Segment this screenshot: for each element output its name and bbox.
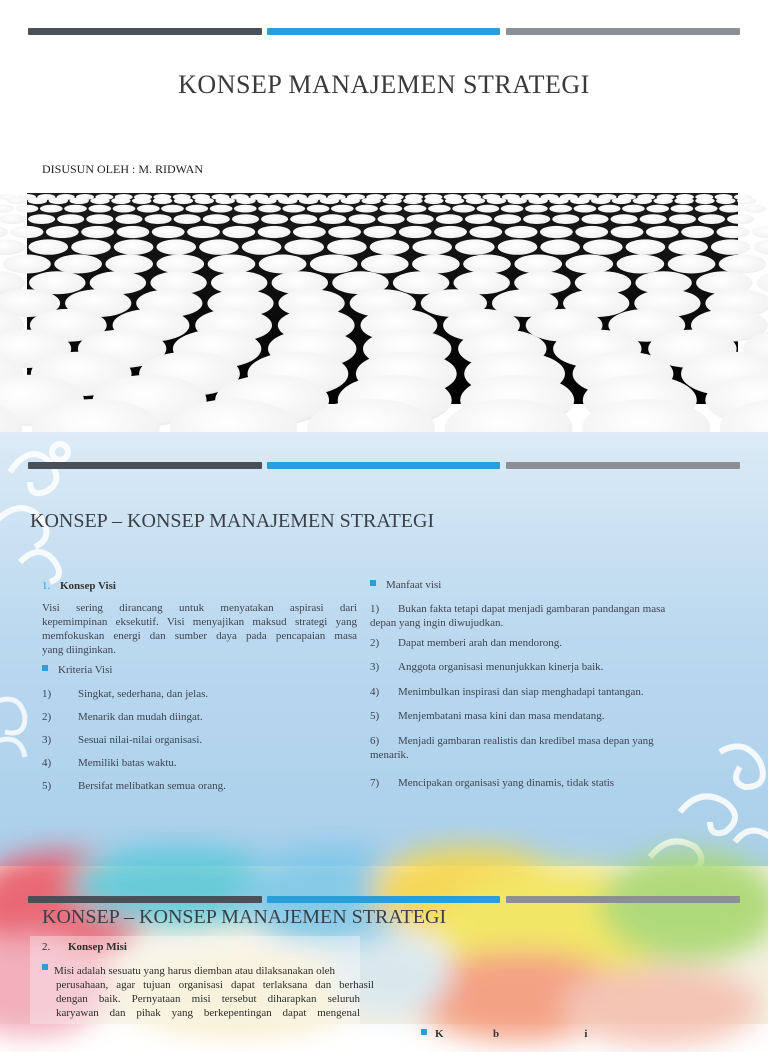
disc — [646, 226, 679, 238]
disc — [412, 239, 452, 254]
list-item — [370, 660, 603, 674]
disc — [349, 214, 376, 224]
disc — [540, 239, 580, 254]
bullet-kriteria — [42, 663, 112, 677]
disc — [361, 255, 409, 274]
heading-number: 2. — [42, 941, 51, 953]
disc — [591, 198, 610, 205]
disc — [310, 255, 358, 274]
disc — [622, 205, 645, 213]
bullet-text: Manfaat visi — [386, 579, 442, 591]
disc — [674, 198, 693, 205]
disc — [525, 205, 548, 213]
disc — [452, 205, 475, 213]
disc — [203, 214, 230, 224]
disc — [174, 198, 193, 205]
disc — [195, 198, 214, 205]
disc — [0, 226, 8, 238]
disc — [716, 198, 735, 205]
slide-3 — [0, 866, 768, 1040]
disc — [290, 214, 317, 224]
disc — [232, 214, 259, 224]
disc — [611, 226, 644, 238]
disc — [646, 205, 669, 213]
disc — [0, 205, 14, 213]
disc — [424, 198, 443, 205]
disc — [81, 226, 114, 238]
disc — [380, 205, 403, 213]
list-number: 4) — [370, 686, 380, 698]
disc — [86, 214, 113, 224]
disc — [258, 226, 291, 238]
disc — [208, 255, 256, 274]
list-item — [42, 756, 177, 770]
disc — [501, 205, 524, 213]
disc — [582, 214, 609, 224]
disc — [412, 255, 460, 274]
disc — [90, 198, 109, 205]
disc — [695, 205, 718, 213]
disc — [640, 214, 667, 224]
disc — [64, 205, 87, 213]
disc — [727, 214, 754, 224]
disc — [187, 226, 220, 238]
disc — [523, 214, 550, 224]
slide-1 — [0, 0, 768, 432]
disc — [113, 205, 136, 213]
list-text: Menimbulkan inspirasi dan siap menghadapi tantangan. — [398, 686, 644, 698]
disc — [186, 205, 209, 213]
disc — [364, 226, 397, 238]
disc — [293, 226, 326, 238]
disc — [307, 205, 330, 213]
disc — [157, 239, 197, 254]
disc — [0, 239, 26, 254]
disc — [370, 239, 410, 254]
disc — [341, 198, 360, 205]
list-number: 2) — [370, 637, 380, 649]
slide-2 — [0, 432, 768, 866]
disc — [89, 205, 112, 213]
disc — [234, 205, 257, 213]
disc — [549, 205, 572, 213]
disc — [319, 214, 346, 224]
list-number: 3) — [42, 734, 52, 746]
disc — [236, 198, 255, 205]
list-item-continued: menarik. — [370, 749, 409, 761]
list-text: Bukan fakta tetapi dapat menjadi gambaran pandangan masa — [398, 603, 666, 615]
heading-text: Konsep Visi — [60, 580, 116, 592]
disc — [757, 271, 768, 294]
header-bar-dark — [28, 462, 262, 469]
author-line: DISUSUN OLEH : M. RIDWAN — [42, 162, 203, 176]
disc — [633, 198, 652, 205]
disc — [28, 198, 47, 205]
list-text: Sesuai nilai-nilai organisasi. — [78, 734, 203, 746]
list-number: 4) — [42, 757, 52, 769]
disc — [668, 239, 708, 254]
list-number: 7) — [370, 777, 380, 789]
list-number: 2) — [42, 711, 52, 723]
disc — [668, 255, 716, 274]
disc — [717, 226, 750, 238]
list-item — [370, 776, 614, 790]
disc — [626, 239, 666, 254]
disc — [152, 226, 185, 238]
disc — [436, 214, 463, 224]
disc — [57, 214, 84, 224]
header-bar-blue — [267, 28, 500, 35]
disc — [463, 255, 511, 274]
disc — [399, 226, 432, 238]
disc — [355, 205, 378, 213]
right-column — [370, 578, 720, 808]
disc — [574, 205, 597, 213]
list-item-continued: depan yang ingin diwujudkan. — [370, 617, 504, 629]
disc — [611, 214, 638, 224]
list-item — [370, 685, 644, 699]
header-bar-dark — [28, 28, 262, 35]
list-item — [42, 779, 226, 793]
bullet-manfaat — [370, 578, 441, 592]
fragment-text: K b i — [435, 1028, 588, 1040]
paragraph-line: memfokuskan energi dan sumber daya pada pencapaian masa — [42, 630, 357, 642]
disc — [583, 239, 623, 254]
header-bar-gray — [506, 462, 740, 469]
disc — [445, 198, 464, 205]
heading-number: 1. — [42, 580, 51, 592]
disc — [498, 239, 538, 254]
disc — [7, 198, 26, 205]
header-bar-gray — [506, 896, 740, 903]
disc — [132, 198, 151, 205]
list-text: Menarik dan mudah diingat. — [78, 711, 203, 723]
bullet-square-icon — [370, 580, 376, 586]
list-number: 6) — [370, 735, 380, 747]
header-bar-blue — [267, 896, 500, 903]
disc — [258, 205, 281, 213]
disc — [487, 198, 506, 205]
disc — [199, 239, 239, 254]
disc — [434, 226, 467, 238]
disc — [210, 205, 233, 213]
bullet-square-icon — [42, 665, 48, 671]
list-item — [42, 710, 203, 724]
disc — [654, 198, 673, 205]
disc — [261, 214, 288, 224]
list-number: 5) — [370, 710, 380, 722]
disc — [283, 205, 306, 213]
disc — [695, 198, 714, 205]
section-heading — [42, 579, 116, 593]
heading-text: Konsep Misi — [68, 941, 127, 953]
list-text: Menjadi gambaran realistis dan kredibel masa depan yang — [398, 735, 654, 747]
disc — [157, 255, 205, 274]
list-item — [370, 709, 605, 723]
header-bars — [28, 896, 740, 903]
list-text: Memiliki batas waktu. — [78, 757, 177, 769]
list-text: Singkat, sederhana, dan jelas. — [78, 688, 209, 700]
disc — [494, 214, 521, 224]
disc — [222, 226, 255, 238]
list-number: 1) — [42, 688, 52, 700]
disc — [11, 226, 44, 238]
right-fragment — [410, 1016, 587, 1052]
list-item — [370, 602, 665, 616]
disc — [40, 205, 63, 213]
disc — [327, 239, 367, 254]
header-bar-dark — [28, 896, 262, 903]
disc — [719, 205, 742, 213]
bullet-square-icon — [421, 1029, 427, 1035]
disc — [528, 198, 547, 205]
disc — [284, 239, 324, 254]
disc — [328, 226, 361, 238]
slide-title: KONSEP – KONSEP MANAJEMEN STRATEGI — [30, 510, 435, 532]
disc — [719, 255, 767, 274]
paragraph-line: yang diinginkan. — [42, 644, 116, 656]
disc — [612, 198, 631, 205]
disc — [137, 205, 160, 213]
disc — [0, 214, 26, 224]
disc — [508, 198, 527, 205]
disc — [257, 198, 276, 205]
disc — [242, 239, 282, 254]
disc — [54, 255, 102, 274]
disc — [681, 226, 714, 238]
disc — [466, 198, 485, 205]
disc — [505, 226, 538, 238]
list-text: Dapat memberi arah dan mendorong. — [398, 637, 563, 649]
disc — [469, 226, 502, 238]
paragraph-line — [42, 964, 360, 978]
header-bar-blue — [267, 462, 500, 469]
disc — [455, 239, 495, 254]
disc — [111, 198, 130, 205]
header-bars — [28, 28, 740, 35]
disc — [549, 198, 568, 205]
disc — [378, 214, 405, 224]
list-item — [370, 734, 654, 748]
disc — [153, 198, 172, 205]
paragraph-line: Visi sering dirancang untuk menyatakan aspirasi dari — [42, 602, 357, 614]
list-item — [42, 733, 202, 747]
bullet-text: Kriteria Visi — [58, 664, 113, 676]
disc — [320, 198, 339, 205]
disc — [575, 226, 608, 238]
left-column — [42, 940, 374, 1024]
disc — [382, 198, 401, 205]
disc — [46, 226, 79, 238]
disc — [29, 239, 69, 254]
disc — [743, 205, 766, 213]
list-text: Mencipakan organisasi yang dinamis, tidak statis — [398, 777, 615, 789]
disc — [117, 226, 150, 238]
list-number: 3) — [370, 661, 380, 673]
left-column — [42, 579, 357, 809]
disc — [570, 198, 589, 205]
disc — [174, 214, 201, 224]
disc — [16, 205, 39, 213]
disc — [299, 198, 318, 205]
disc — [105, 255, 153, 274]
list-text: Menjembatani masa kini dan masa mendatang. — [398, 710, 605, 722]
slide-title: KONSEP – KONSEP MANAJEMEN STRATEGI — [42, 906, 447, 928]
paragraph-line: kepemimpinan eksekutif. Visi menyajikan maksud strategi yang — [42, 616, 357, 628]
list-number: 5) — [42, 780, 52, 792]
disc — [404, 205, 427, 213]
disc — [115, 214, 142, 224]
list-item — [42, 687, 208, 701]
disc — [28, 214, 55, 224]
header-bar-gray — [506, 28, 740, 35]
section-heading — [42, 940, 127, 954]
disc — [617, 255, 665, 274]
header-bars — [28, 462, 740, 469]
disc — [477, 205, 500, 213]
disc — [70, 198, 89, 205]
disc — [566, 255, 614, 274]
disc — [403, 198, 422, 205]
list-text: Anggota organisasi menunjukkan kinerja baik. — [398, 661, 604, 673]
paragraph-line: dengan baik. Pernyataan misi tersebut diharapkan seluruh — [56, 993, 360, 1005]
paragraph-line: karyawan dan pihak yang berkepentingan dapat mengenal — [56, 1007, 360, 1019]
disc — [698, 214, 725, 224]
disc — [114, 239, 154, 254]
bullet-square-icon — [42, 964, 48, 970]
list-item — [370, 636, 562, 650]
disc — [514, 255, 562, 274]
discs-photo — [27, 193, 738, 404]
disc — [711, 239, 751, 254]
disc — [552, 214, 579, 224]
disc — [737, 198, 756, 205]
disc — [428, 205, 451, 213]
disc — [3, 255, 51, 274]
disc — [278, 198, 297, 205]
list-text: Bersifat melibatkan semua orang. — [78, 780, 226, 792]
disc — [71, 239, 111, 254]
disc — [465, 214, 492, 224]
paragraph-line-text: Misi adalah sesuatu yang harus diemban atau dilaksanakan oleh — [54, 965, 336, 977]
disc — [598, 205, 621, 213]
paragraph-line: perusahaan, agar tujuan organisasi dapat terlaksana dan berhasil — [56, 979, 374, 991]
disc — [671, 205, 694, 213]
disc — [49, 198, 68, 205]
disc — [161, 205, 184, 213]
disc — [407, 214, 434, 224]
disc — [259, 255, 307, 274]
disc — [754, 239, 768, 254]
slide-title: KONSEP MANAJEMEN STRATEGI — [178, 70, 590, 99]
disc — [752, 226, 768, 238]
disc — [669, 214, 696, 224]
list-number: 1) — [370, 603, 380, 615]
disc — [540, 226, 573, 238]
disc — [362, 198, 381, 205]
disc — [145, 214, 172, 224]
disc — [331, 205, 354, 213]
disc — [216, 198, 235, 205]
